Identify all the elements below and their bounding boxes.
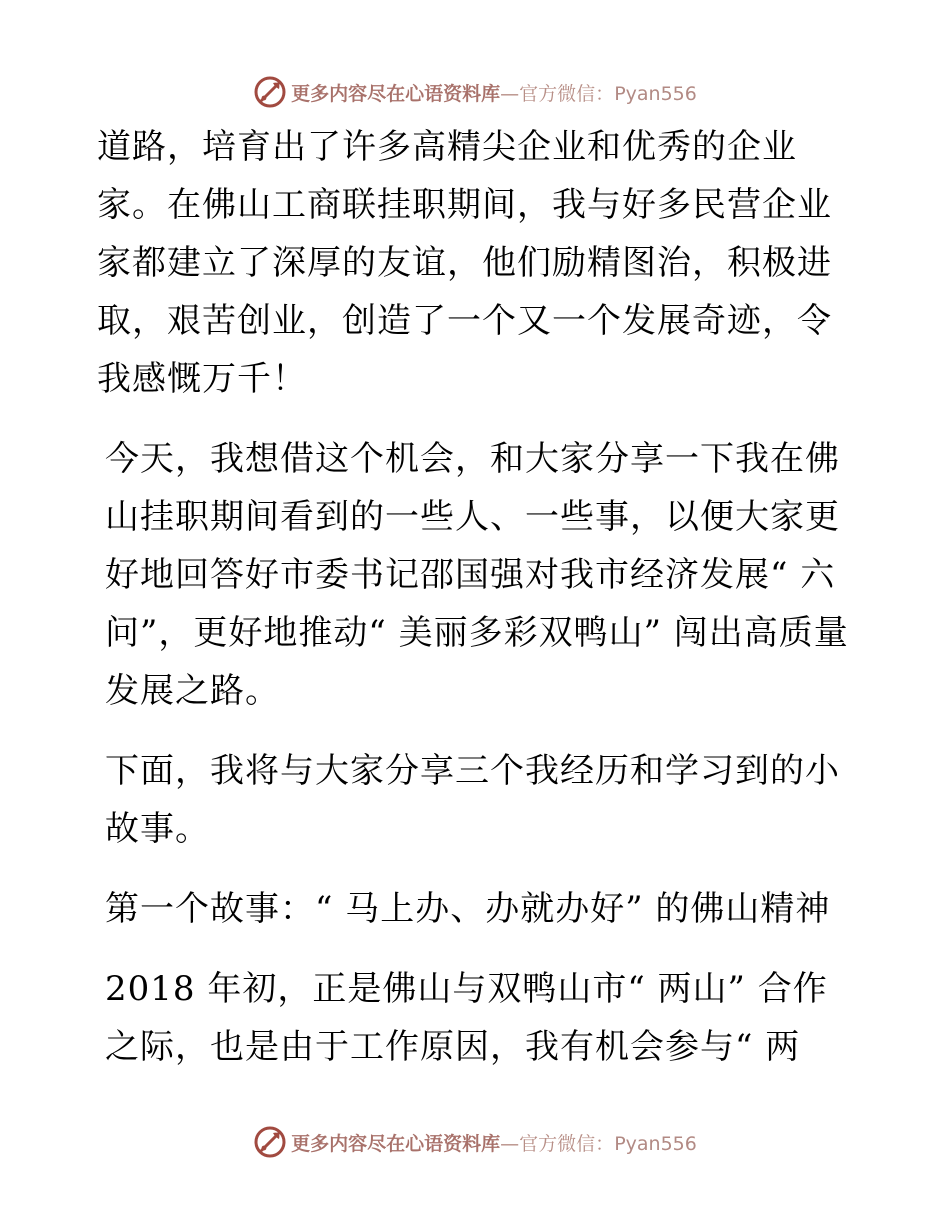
footer-watermark-banner	[0, 1122, 950, 1162]
header-watermark-text	[291, 79, 697, 106]
watermark-main-text: 更多内容尽在心语资料库	[291, 82, 501, 105]
watermark-separator: —	[500, 82, 520, 105]
paragraph-3: 下面，我将与大家分享三个我经历和学习到的小故事。	[105, 751, 840, 849]
watermark-account: Pyan556	[614, 82, 697, 105]
watermark-account: Pyan556	[614, 1132, 697, 1155]
header-watermark-banner	[0, 72, 950, 112]
footer-watermark-text	[291, 1129, 697, 1156]
watermark-separator: —	[500, 1132, 520, 1155]
paragraph-4: 2018 年初，正是佛山与双鸭山市“ 两山” 合作之际，也是由于工作原因，我有机会参与“ 两	[105, 969, 828, 1067]
watermark-channel-text: 官方微信：	[519, 1132, 615, 1155]
watermark-main-text: 更多内容尽在心语资料库	[291, 1132, 501, 1155]
section-heading-story-1: 第一个故事：“ 马上办、办就办好” 的佛山精神	[105, 889, 831, 929]
watermark-channel-text: 官方微信：	[519, 82, 615, 105]
paragraph-2: 今天，我想借这个机会，和大家分享一下我在佛山挂职期间看到的一些人、一些事，以便大家更好地回答好市委书记邵国强对我市经济发展“ 六问”，更好地推动“ 美丽多彩双鸭山” 闯出高质量发展之路。	[105, 439, 849, 711]
quill-seal-icon	[253, 75, 287, 109]
paragraph-1: 道路，培育出了许多高精尖企业和优秀的企业家。在佛山工商联挂职期间，我与好多民营企业家都建立了深厚的友谊，他们励精图治，积极进取，艰苦创业，创造了一个又一个发展奇迹，令我感慨万千！	[97, 127, 832, 399]
document-body	[97, 118, 857, 1098]
quill-seal-icon	[253, 1125, 287, 1159]
